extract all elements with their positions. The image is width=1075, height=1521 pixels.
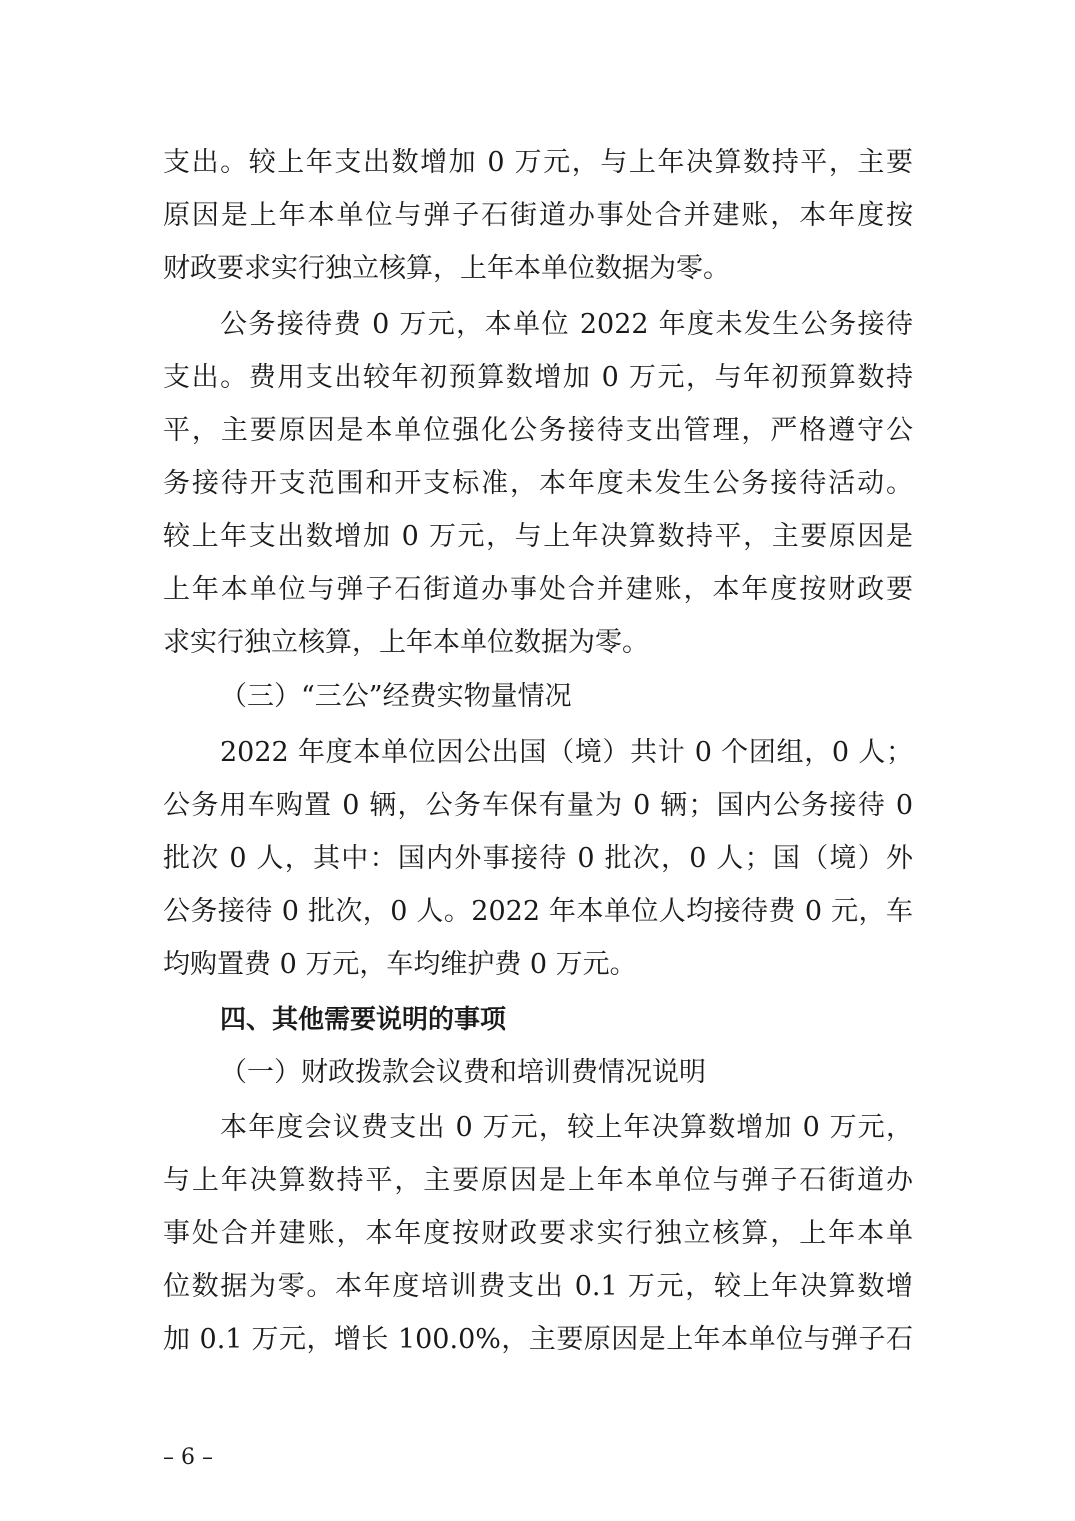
section-heading: （一）财政拨款会议费和培训费情况说明 xyxy=(220,1057,706,1088)
page-number: – 6 – xyxy=(163,1445,213,1470)
text-line: 务接待开支范围和开支标准，本年度未发生公务接待活动。 xyxy=(163,468,913,499)
text-line: 较上年支出数增加 0 万元，与上年决算数持平，主要原因是 xyxy=(163,521,913,552)
text-line: 批次 0 人，其中：国内外事接待 0 批次，0 人；国（境）外 xyxy=(163,843,913,874)
text-line: 上年本单位与弹子石街道办事处合并建账，本年度按财政要 xyxy=(163,574,913,605)
text-line: 平，主要原因是本单位强化公务接待支出管理，严格遵守公 xyxy=(163,415,913,446)
text-line: 公务接待费 0 万元，本单位 2022 年度未发生公务接待 xyxy=(220,309,913,340)
text-line: 与上年决算数持平，主要原因是上年本单位与弹子石街道办 xyxy=(163,1165,913,1196)
text-line: 公务用车购置 0 辆，公务车保有量为 0 辆；国内公务接待 0 xyxy=(163,790,913,821)
text-line: 均购置费 0 万元，车均维护费 0 万元。 xyxy=(163,949,637,980)
text-line: 本年度会议费支出 0 万元，较上年决算数增加 0 万元， xyxy=(220,1112,913,1143)
section-heading: （三）“三公”经费实物量情况 xyxy=(220,681,572,712)
text-line: 加 0.1 万元，增长 100.0%，主要原因是上年本单位与弹子石 xyxy=(163,1324,913,1355)
text-line: 求实行独立核算，上年本单位数据为零。 xyxy=(163,627,649,658)
text-line: 财政要求实行独立核算，上年本单位数据为零。 xyxy=(163,253,730,284)
text-line: 位数据为零。本年度培训费支出 0.1 万元，较上年决算数增 xyxy=(163,1271,913,1302)
text-line: 原因是上年本单位与弹子石街道办事处合并建账，本年度按 xyxy=(163,200,913,231)
text-line: 支出。较上年支出数增加 0 万元，与上年决算数持平，主要 xyxy=(163,147,913,178)
text-line: 支出。费用支出较年初预算数增加 0 万元，与年初预算数持 xyxy=(163,362,913,393)
text-line: 事处合并建账，本年度按财政要求实行独立核算，上年本单 xyxy=(163,1218,913,1249)
text-line: 公务接待 0 批次，0 人。2022 年本单位人均接待费 0 元，车 xyxy=(163,896,913,927)
text-line: 2022 年度本单位因公出国（境）共计 0 个团组，0 人； xyxy=(220,737,913,768)
chapter-heading: 四、其他需要说明的事项 xyxy=(220,1005,507,1035)
